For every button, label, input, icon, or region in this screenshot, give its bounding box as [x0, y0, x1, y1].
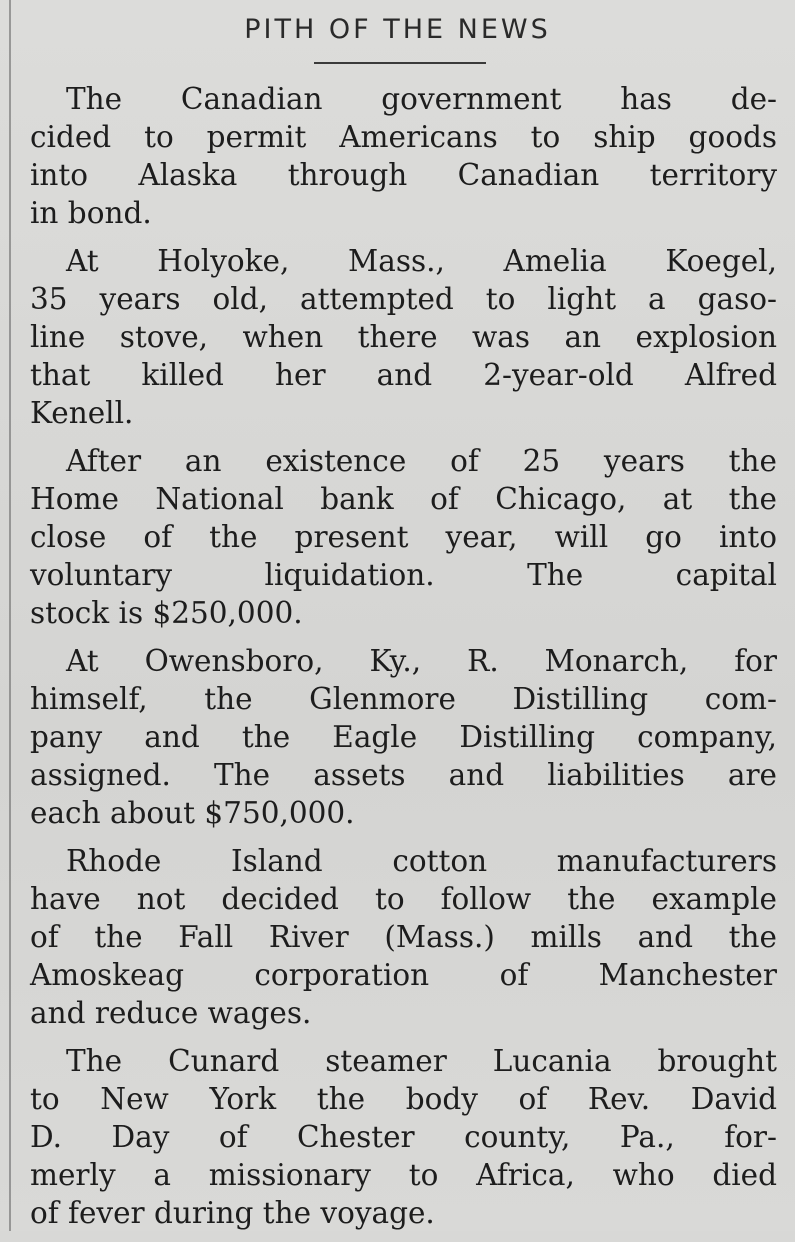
news-line: Home National bank of Chicago, at the — [30, 482, 777, 516]
news-line: merly a missionary to Africa, who died — [30, 1158, 777, 1192]
news-line: of the Fall River (Mass.) mills and the — [30, 920, 777, 954]
column-heading: PITH OF THE NEWS — [244, 14, 551, 45]
news-line: himself, the Glenmore Distilling com- — [30, 682, 777, 716]
news-line: line stove, when there was an explosion — [30, 320, 777, 354]
news-line: cided to permit Americans to ship goods — [30, 120, 777, 154]
news-line: to New York the body of Rev. David — [30, 1082, 777, 1116]
news-line: close of the present year, will go into — [30, 520, 777, 554]
news-line: Rhode Island cotton manufacturers — [66, 844, 777, 878]
news-column — [30, 80, 777, 1242]
news-line: of fever during the voyage. — [30, 1196, 435, 1230]
news-line: At Owensboro, Ky., R. Monarch, for — [66, 644, 777, 678]
news-line: The Canadian government has de- — [66, 82, 777, 116]
news-item — [30, 842, 777, 1032]
news-line: After an existence of 25 years the — [66, 444, 777, 478]
news-item — [30, 442, 777, 632]
news-line: stock is $250,000. — [30, 596, 303, 630]
news-line: each about $750,000. — [30, 796, 355, 830]
news-line: Amoskeag corporation of Manchester — [30, 958, 777, 992]
news-line: At Holyoke, Mass., Amelia Koegel, — [66, 244, 777, 278]
news-line: into Alaska through Canadian territory — [30, 158, 777, 192]
news-line: 35 years old, attempted to light a gaso- — [30, 282, 777, 316]
news-line: Kenell. — [30, 396, 134, 430]
news-item — [30, 242, 777, 432]
news-line: that killed her and 2-year-old Alfred — [30, 358, 777, 392]
heading-divider — [314, 62, 486, 64]
news-line: The Cunard steamer Lucania brought — [66, 1044, 777, 1078]
news-line: have not decided to follow the example — [30, 882, 777, 916]
news-line: D. Day of Chester county, Pa., for- — [30, 1120, 777, 1154]
news-item — [30, 80, 777, 232]
news-line: assigned. The assets and liabilities are — [30, 758, 777, 792]
news-line: and reduce wages. — [30, 996, 312, 1030]
news-line: voluntary liquidation. The capital — [30, 558, 777, 592]
column-rule — [9, 0, 11, 1231]
news-item — [30, 1042, 777, 1232]
news-item — [30, 642, 777, 832]
news-line: pany and the Eagle Distilling company, — [30, 720, 777, 754]
news-line: in bond. — [30, 196, 152, 230]
